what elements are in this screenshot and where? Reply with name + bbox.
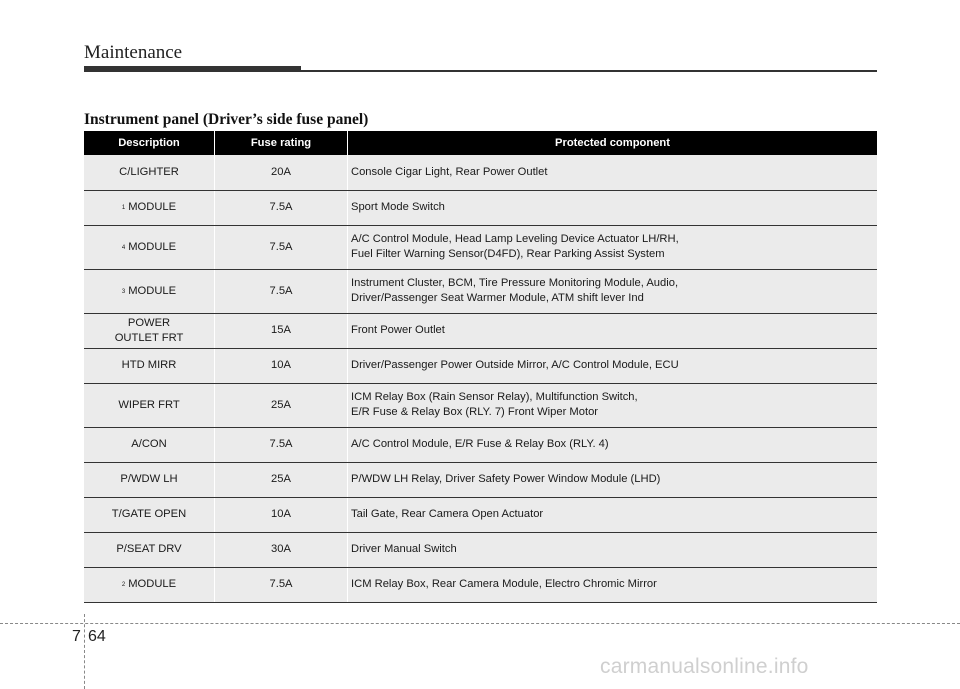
- fuse-description-text: C/LIGHTER: [119, 165, 179, 178]
- module-symbol-icon: 1: [121, 205, 126, 211]
- fuse-description: [84, 497, 215, 532]
- fuse-rating: 25A: [215, 383, 348, 427]
- table-body: [84, 155, 877, 602]
- protected-component-line: Driver Manual Switch: [351, 543, 457, 555]
- protected-component: [348, 383, 878, 427]
- header-rule-thin: [301, 70, 877, 72]
- fuse-description: [84, 225, 215, 269]
- fuse-rating: 7.5A: [215, 427, 348, 462]
- page-title: Instrument panel (Driver’s side fuse panel): [84, 111, 369, 128]
- fuse-rating: 25A: [215, 462, 348, 497]
- fuse-table-container: [84, 131, 877, 603]
- protected-component-line: Instrument Cluster, BCM, Tire Pressure Monitoring Module, Audio,: [351, 277, 679, 289]
- fuse-description-text: T/GATE OPEN: [111, 508, 187, 520]
- fuse-description: [84, 567, 215, 602]
- protected-component-line: Driver/Passenger Power Outside Mirror, A/C Control Module, ECU: [351, 359, 679, 371]
- column-header-protected-component: Protected component: [348, 131, 878, 155]
- table-row: [84, 383, 877, 427]
- table-row: [84, 313, 877, 348]
- module-symbol-icon: 2: [121, 582, 126, 588]
- protected-component-line: Front Power Outlet: [351, 324, 445, 336]
- module-symbol-icon: 4: [121, 244, 126, 251]
- protected-component-line: ICM Relay Box, Rear Camera Module, Electro Chromic Mirror: [351, 578, 657, 590]
- protected-component: [348, 462, 878, 497]
- fuse-rating: 20A: [215, 155, 348, 190]
- protected-component-line: Fuel Filter Warning Sensor(D4FD), Rear Parking Assist System: [351, 248, 665, 260]
- fuse-description: [84, 427, 215, 462]
- fuse-description-text: MODULE: [128, 284, 177, 297]
- fuse-description: [84, 190, 215, 225]
- fuse-description-text: HTD MIRR: [121, 359, 177, 371]
- page-number: 64: [88, 628, 106, 645]
- fuse-rating: 10A: [215, 497, 348, 532]
- fuse-rating: 7.5A: [215, 567, 348, 602]
- table-row: [84, 532, 877, 567]
- protected-component: [348, 427, 878, 462]
- table-row: [84, 190, 877, 225]
- footer-divider: [0, 623, 960, 624]
- section-header-title: Maintenance: [84, 42, 183, 63]
- protected-component-line: Driver/Passenger Seat Warmer Module, ATM shift lever Ind: [351, 292, 644, 304]
- protected-component-line: Sport Mode Switch: [351, 201, 445, 213]
- table-row: [84, 225, 877, 269]
- column-header-fuse-rating: Fuse rating: [215, 131, 348, 155]
- chapter-number: 7: [72, 628, 81, 645]
- protected-component: [348, 225, 878, 269]
- protected-component-line: E/R Fuse & Relay Box (RLY. 7) Front Wiper Motor: [351, 406, 599, 418]
- module-symbol-icon: 3: [121, 288, 126, 295]
- fuse-description: [84, 155, 215, 190]
- protected-component: [348, 567, 878, 602]
- protected-component: [348, 532, 878, 567]
- fuse-description-text: WIPER FRT: [118, 398, 180, 411]
- table-row: [84, 567, 877, 602]
- fuse-rating: 7.5A: [215, 225, 348, 269]
- fuse-description: [84, 313, 215, 348]
- fuse-rating: 30A: [215, 532, 348, 567]
- table-row: [84, 462, 877, 497]
- fuse-rating: 7.5A: [215, 190, 348, 225]
- table-row: [84, 348, 877, 383]
- fuse-description: [84, 383, 215, 427]
- fuse-description-text: MODULE: [128, 201, 177, 213]
- protected-component-line: A/C Control Module, Head Lamp Leveling Device Actuator LH/RH,: [351, 233, 679, 245]
- protected-component: [348, 155, 878, 190]
- protected-component-line: P/WDW LH Relay, Driver Safety Power Window Module (LHD): [351, 473, 661, 485]
- fuse-description-text: P/SEAT DRV: [116, 543, 182, 555]
- table-header-row: [84, 131, 877, 155]
- protected-component-line: Tail Gate, Rear Camera Open Actuator: [351, 508, 544, 520]
- table-row: [84, 269, 877, 313]
- protected-component: [348, 190, 878, 225]
- fuse-description-line: OUTLET FRT: [114, 331, 184, 344]
- fuse-description-text: P/WDW LH: [120, 473, 178, 485]
- protected-component-line: Console Cigar Light, Rear Power Outlet: [351, 165, 548, 178]
- protected-component: [348, 313, 878, 348]
- watermark: carmanualsonline.info: [600, 655, 809, 678]
- fuse-rating: 15A: [215, 313, 348, 348]
- table-row: [84, 427, 877, 462]
- fuse-description: [84, 269, 215, 313]
- table-row: [84, 497, 877, 532]
- fuse-description-text: MODULE: [128, 578, 177, 590]
- protected-component: [348, 348, 878, 383]
- fuse-description-text: A/CON: [131, 438, 167, 450]
- table-row: [84, 155, 877, 190]
- protected-component: [348, 497, 878, 532]
- fuse-description-line: POWER: [127, 316, 171, 329]
- fuse-description: [84, 348, 215, 383]
- protected-component: [348, 269, 878, 313]
- fuse-table: [84, 131, 877, 603]
- fuse-rating: 10A: [215, 348, 348, 383]
- fuse-description-text: MODULE: [128, 240, 177, 253]
- column-header-description: Description: [118, 137, 180, 149]
- header-rule-thick: [84, 66, 301, 72]
- footer-vertical-divider: [84, 614, 85, 689]
- fuse-description: [84, 532, 215, 567]
- protected-component-line: A/C Control Module, E/R Fuse & Relay Box (RLY. 4): [351, 438, 609, 450]
- fuse-description: [84, 462, 215, 497]
- fuse-rating: 7.5A: [215, 269, 348, 313]
- protected-component-line: ICM Relay Box (Rain Sensor Relay), Multifunction Switch,: [351, 391, 638, 403]
